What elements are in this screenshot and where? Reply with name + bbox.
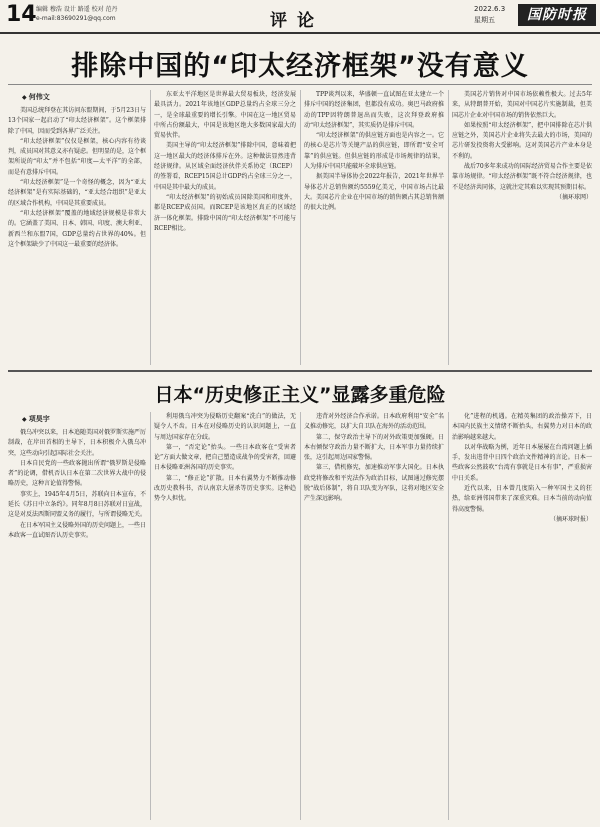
paragraph: 东亚太平洋地区是世界最大贸易板块，经济发展最具活力。2021年该地区GDP总量约占全球三分之一，是全球最重要的增长引擎。中国在这一地区贸易中所占份额最大，中国是该地区绝大多数国家最大的贸易伙伴。: [154, 91, 296, 140]
paragraph: 第一，“否定论”抬头。一些日本政客在“受害者论”方面大做文章，把自己塑造成战争的受害者，回避日本侵略亚洲各国的历史事实。: [154, 443, 296, 472]
column-divider: [448, 90, 449, 365]
paragraph: 日本自民党的一些政客抛出所谓“俄罗斯是侵略者”的论调，借机否认日本在第二次世界大战中的侵略历史，这种言论值得警惕。: [8, 459, 146, 488]
article2-column-1: [8, 412, 146, 820]
email-line: e-mail:83690291@qq.com: [36, 15, 116, 22]
article2-signature: （摘环球时报）: [549, 515, 592, 523]
paragraph: “印太经济框架”的初始成员国除美国和印度外，都是RCEP成员国。而RCEP是该地区真正的区域经济一体化框架。排除中国的“印太经济框架”不可能与RCEP相比。: [154, 193, 296, 232]
editors-info: [36, 5, 118, 23]
article1-column-1: [8, 90, 146, 365]
column-divider: [150, 412, 151, 820]
article1-byline: ◆ 何伟文: [22, 92, 146, 102]
paper-logo: 国防时报: [518, 4, 596, 26]
page-number: 14: [6, 2, 37, 27]
column-divider: [150, 90, 151, 365]
article2-column-2: [154, 412, 296, 820]
article2-byline: ◆ 项昊宇: [22, 414, 146, 424]
article1-headline: 排除中国的“印太经济框架”没有意义: [71, 51, 529, 82]
article1-signature: （摘环球网）: [555, 193, 592, 201]
article2-headline: 日本“历史修正主义”显露多重危险: [154, 384, 446, 406]
paragraph: 俄乌冲突以来，日本追随美国对俄罗斯实施严厉制裁，在岸田首相的主导下，日本积极介入俄乌冲突，这些动向引起国际社会关注。: [8, 429, 146, 457]
paragraph: 第三，借机修宪，加速推动军事大国化。日本执政党将修改和平宪法作为政治目标，试图通过修宪摆脱“战后体制”，将自卫队变为军队，这将对地区安全产生深远影响。: [304, 464, 444, 503]
paragraph: 第二，“修正论”扩散。日本右翼势力不断推动修改历史教科书，否认南京大屠杀等历史事实。这种趋势令人担忧。: [154, 474, 296, 503]
paragraph: 美国芯片销售对中国市场依赖性极大。过去5年来，从特朗普开始，美国对中国芯片实施制裁，但美国芯片企业对中国市场的销售依然巨大。: [452, 91, 592, 119]
issue-date: 2022.6.3: [474, 5, 506, 13]
paragraph: 事实上，1945年4月5日，苏联向日本宣布，不延长《苏日中立条约》。同年8月8日苏联对日宣战，这是对反法西斯同盟义务的履行，与所谓侵略无关。: [8, 490, 146, 519]
paragraph: 据美国半导体协会2022年报告，2021年世界半导体芯片总销售额约5559亿美元，中国市场占比最大。美国芯片企业在中国市场的销售额占其总销售额的很大比例。: [304, 173, 444, 212]
article1-column-2: [154, 90, 296, 365]
article2-column-3: [304, 412, 444, 820]
editors-line: 编辑 穆浩 设计 路遥 校对 范丹: [36, 6, 118, 13]
paragraph: 以对华战略为例，近年日本屡屡在台湾问题上插手，发出违背中日四个政治文件精神的言论。日本一些政客公然鼓吹“台湾有事就是日本有事”，严重损害中日关系。: [452, 443, 592, 482]
paragraph: 违背对外经济合作承诺。日本政府利用“安全”名义推动修宪，以扩大自卫队在海外的活动范围。: [304, 413, 444, 431]
paragraph: 在日本军国主义侵略外国的历史问题上，一些日本政客一直试图否认历史事实。: [8, 521, 146, 539]
paragraph: 美国总统拜登在其访问东盟期间，于5月23日与13个国家一起启动了“印太经济框架”。这个框架排除了中国，因而受到各界广泛关注。: [8, 107, 146, 135]
date-box: [474, 4, 505, 26]
paragraph: 近代以来，日本曾几度陷入一种军国主义的狂热，给亚洲邻国带来了深重灾难。日本当前的动向值得高度警惕。: [452, 485, 592, 513]
paragraph: 如果按照“印太经济框架”，把中国排除在芯片供应链之外，美国芯片企业将失去最大的市场，美国的芯片研发投资将大受影响。这对美国芯片产业本身是不利的。: [452, 121, 592, 160]
paragraph: 化”进程的机遇。在精英集团的政治操弄下，日本国内民族主义情绪不断抬头，右翼势力对日本的政治影响越来越大。: [452, 413, 592, 441]
paragraph: “印太经济框架”是一个奇怪的概念，因为“亚太经济框架”是有实际基础的，“亚太经合组织”是亚太的区域合作机构，中国是其重要成员。: [8, 179, 146, 207]
divider: [8, 370, 592, 372]
paragraph: 第二，保守政治主导下的对外政策更加强硬。日本右倾保守政治力量不断扩大，日本军事力量持续扩张，这引起周边国家警惕。: [304, 433, 444, 462]
paragraph: “印太经济框架”覆盖的地域经济规模是非常大的。它涵盖了美国、日本、韩国、印度、澳大利亚、新西兰和东盟7国，GDP总量约占世界的40%。但这个框架缺少了中国这一最重要的经济体。: [8, 209, 146, 248]
paragraph: 美国主导的“印太经济框架”排除中国，意味着把这一地区最大的经济体排斥在外。这种做法显然违背经济规律。从区域全面经济伙伴关系协定（RCEP）的签署看，RCEP15国总计GDP约占全球三分之一，中国是其中最大的成员。: [154, 142, 296, 191]
article2-column-4: [452, 412, 592, 820]
masthead: [0, 0, 600, 34]
article1-column-3: [304, 90, 444, 365]
paragraph: “印太经济框架”的供应链方面也是内容之一。它的核心是芯片等关键产品的供应链，即所谓“安全可靠”的供应链。但供应链的形成是市场规律的结果，人为排斥中国只能破坏全球供应链。: [304, 132, 444, 171]
column-divider: [448, 412, 449, 820]
article1-column-4: [452, 90, 592, 365]
column-divider: [300, 90, 301, 365]
paragraph: TPP谈判以来，华盛顿一直试图在亚太建立一个排斥中国的经济集团，但都没有成功。奥巴马政府推动的TPP因特朗普退出而失败，这次拜登政府推动“印太经济框架”，其实质仍是排斥中国。: [304, 91, 444, 129]
paragraph: “印太经济框架”仅仅是框架，核心内容有待谈判，成员国对其意义亦有疑虑。但明显的是，这个框架所说的“印太”并不包括“印度—太平洋”的全部，而是有意排斥中国。: [8, 137, 146, 176]
issue-weekday: 星期五: [474, 16, 495, 24]
paragraph: 战后70多年来成功的国际经济贸易合作主要是依靠市场规律。“印太经济框架”既不符合经济规律，也不是经济共同体，这就注定其难以实现其预期目标。: [452, 163, 592, 191]
divider: [8, 84, 592, 85]
column-divider: [300, 412, 301, 820]
section-label: 评论: [270, 11, 324, 31]
paragraph: 利用俄乌冲突为侵略历史翻案“洗白”的做法，无疑令人不齿。日本在对侵略历史的认识问题上，一直与周边国家存在分歧。: [154, 413, 296, 441]
